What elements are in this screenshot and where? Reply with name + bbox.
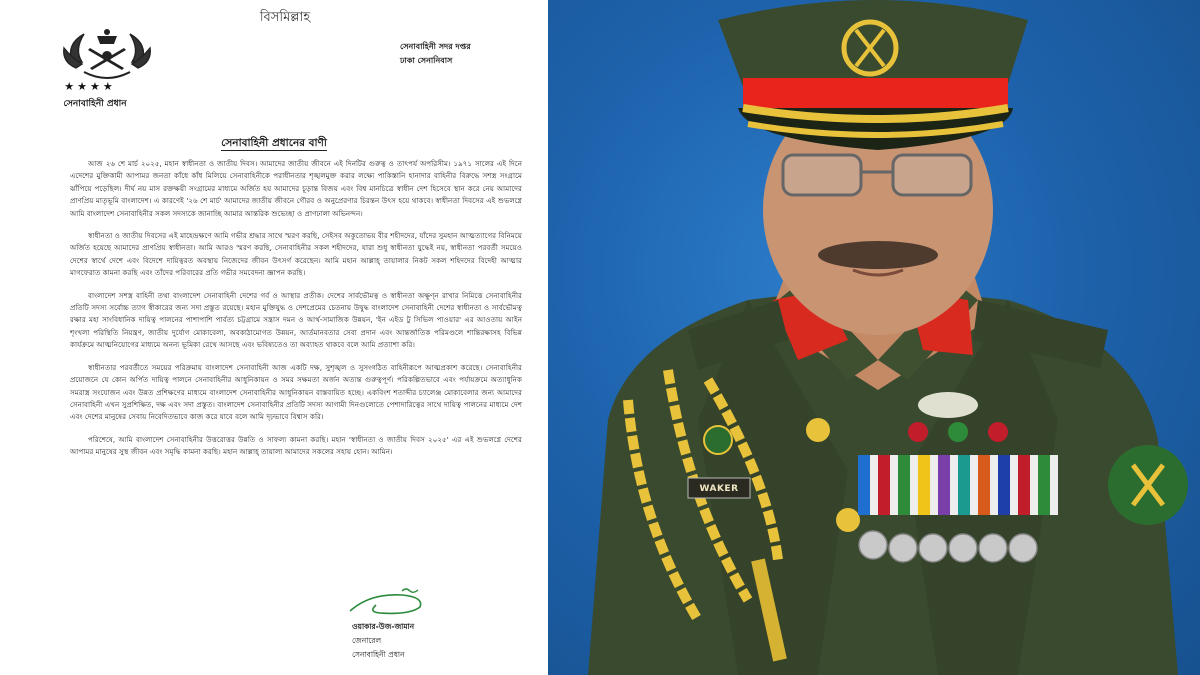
glasses-left-lens [783,155,861,195]
name-tag-text: WAKER [699,484,739,494]
handwritten-signature [340,585,460,621]
qualification-badge [918,392,978,418]
signatory-title: সেনাবাহিনী প্রধান [352,650,405,659]
glasses-right-lens [893,155,971,195]
paragraph-4: স্বাধীনতার পরবর্তীতে সময়ের পরিক্রমায় বাংলাদেশ সেনাবাহিনী আজ একটি দক্ষ, সুশৃঙ্খল ও সুসংগঠিত বাহিনীরূপে আত্মপ্রকাশ করেছে। সেনাবাহিনীর প্রয়োজনে যে কোন অর্পিত দায়িত্ব পালনে সেনাবাহিনীর আধুনিকায়ন ও সমর সক্ষমতা অর্জন অত্যন্ত গুরুত্বপূর্ণ। পরিকল্পিতভাবে এবং পর্যায়ক্রমে অত্যাধুনিক সমরাস্ত্র সংযোজন এবং উন্নত প্রশিক্ষণের মাধ্যমে বাংলাদেশ সেনাবাহিনীর আধুনিকায়ন বাস্তবায়িত হচ্ছে। একবিংশ শতাব্দীর চ্যালেঞ্জ মোকাবেলার জন্য আমাদের সেনাবাহিনী এখন সুপ্রশিক্ষিত, দক্ষ এবং সদা প্রস্তুত। বাংলাদেশ সেনাবাহিনীর প্রতিটি সদস্য আগামী দিনগুলোতে পেশাদারিত্বের সাথে দায়িত্ব পালনের মাধ্যমে দেশ এবং দেশের মানুষের সেবায় নিবেদিতভাবে কাজ করে যাবে বলে আমি দৃঢ়ভাবে বিশ্বাস করি। [70,362,522,422]
letterhead-chief-label: সেনাবাহিনী প্রধান [63,99,127,109]
paragraph-2: স্বাধীনতা ও জাতীয় দিবসের এই মাহেন্দ্রক্ষণে আমি গভীর শ্রদ্ধার সাথে স্মরণ করছি, সেইসব অকুতোভয় বীর শহীদদের, যাঁদের সুমহান আত্মত্যাগের বিনিময়ে অর্জিত হয়েছে আমাদের প্রাণপ্রিয় স্বাধীনতা। আমি আরও স্মরণ করছি, সেনাবাহিনীর সকল শহীদদের, যারা শুধু স্বাধীনতা যুদ্ধেই নয়, স্বাধীনতা পরবর্তী সময়েও দেশের স্বার্থে দেশে এবং বিদেশে দায়িত্বরত অবস্থায় নিজেদের জীবন উৎসর্গ করেছেন। আমি মহান আল্লাহ্‌ তায়ালার নিকট সকল শহিদদের বিদেহী আত্মার মাগফেরাত কামনা করছি এবং তাঁদের পরিবারের প্রতি গভীর সমবেদনা জ্ঞাপন করছি। [70,231,522,278]
message-title [0,136,548,153]
general-portrait-photo [548,0,1200,675]
paragraph-3: বাংলাদেশ সশস্ত্র বাহিনী তথা বাংলাদেশ সেনাবাহিনী দেশের গর্ব ও আস্থার প্রতীক। দেশের সার্বভৌমত্ব ও স্বাধীনতা অক্ষুণ্ন রাখার নিমিত্তে সেনাবাহিনীর প্রতিটি সদস্য সর্বোচ্চ ত্যাগ স্বীকারের জন্য সদা প্রস্তুত রয়েছে। মহান মুক্তিযুদ্ধ ও দেশপ্রেমের চেতনায় উদ্বুদ্ধ বাংলাদেশ সেনাবাহিনী দেশের স্বাধীনতা ও সার্বভৌমত্ব রক্ষার মহা সাংবিধানিক দায়িত্ব পালনের পাশাপাশি পার্বত্য চট্টগ্রামে সন্ত্রাস দমন ও আর্থ-সামাজিক উন্নয়ন, 'ইন এইড টু সিভিল পাওয়ার' এর আওতায় আইন শৃংখলা পরিস্থিতি নিয়ন্ত্রণ, জাতীয় দুর্যোগ মোকাবেলা, অবকাঠামোগত উন্নয়ন, আর্তমানবতার সেবা প্রদান এবং আন্তর্জাতিক পরিমণ্ডলে শান্তিরক্ষাসহ বিভিন্ন কার্যক্রমে আত্মনিয়োগের মাধ্যমে অনন্য ভূমিকা রেখে আসছে এবং ভবিষ্যতেও তা অব্যাহত থাকবে বলে আমি প্রত্যাশা করি। [70,290,522,350]
unit-badge [704,426,732,454]
signatory-name: ওয়াকার-উজ-জামান [352,622,415,631]
cap-band [743,78,1008,108]
rank-stars: ★★★★ [64,80,116,93]
paragraph-5: পরিশেষে, আমি বাংলাদেশ সেনাবাহিনীর উত্তরোত্তর উন্নতি ও সাফল্য কামনা করছি। মহান 'স্বাধীনতা ও জাতীয় দিবস ২০২৫' এর এই শুভলগ্নে দেশের আপামর মানুষের সুস্থ জীবন এবং সমৃদ্ধি কামনা করছি। মহান আল্লাহ্‌ তায়ালা আমাদের সকলের সহায় হোন। আমিন। [70,434,522,457]
hq-line-1: সেনাবাহিনী সদর দপ্তর [400,42,471,51]
signatory-rank: জেনারেল [352,636,382,645]
letterhead-address [400,40,520,68]
message-letter [0,0,548,675]
medal-ribbons [858,455,1058,515]
message-title-text: সেনাবাহিনী প্রধানের বাণী [221,137,327,149]
signature-block [352,620,512,662]
moustache [818,241,938,269]
message-body [70,158,522,469]
portrait-illustration [548,0,1200,675]
bismillah-calligraphy: বিসমিল্লাহ [259,10,311,25]
paragraph-1: আজ ২৬ শে মার্চ ২০২৫, মহান স্বাধীনতা ও জাতীয় দিবস। আমাদের জাতীয় জীবনে এই দিনটির গুরুত্ব ও তাৎপর্য অপরিসীম। ১৯৭১ সালের এই দিনে এদেশের মুক্তিকামী আপামর জনতা কাঁধে কাঁধ মিলিয়ে সেনাবাহিনীকে পরাধীনতার শৃঙ্খলমুক্ত করার লক্ষ্যে পাকিস্তানি হানাদার বাহিনীর বিরুদ্ধে সশস্ত্র সংগ্রামে ঝাঁপিয়ে পড়েছিল। দীর্ঘ নয় মাস রক্তক্ষয়ী সংগ্রামের মাধ্যমে অর্জিত হয় আমাদের চূড়ান্ত বিজয় এবং বিশ্ব মানচিত্রে স্বাধীন দেশ হিসেবে স্থান করে নেয় আমাদের প্রাণপ্রিয় মাতৃভূমি বাংলাদেশ। এ কারণেই '২৬ শে মার্চ' আমাদের জাতীয় জীবনে গৌরব ও অনুপ্রেরণার চিরন্তন উৎস হয়ে থাকবে। স্বাধীনতা দিবসের এই শুভলগ্নে আমি বাংলাদেশ সেনাবাহিনীর সকল সদস্যকে জানাচ্ছি আমার আন্তরিক শুভেচ্ছা ও প্রাণঢালা অভিনন্দন। [70,159,522,218]
hq-line-2: ঢাকা সেনানিবাস [400,56,453,65]
